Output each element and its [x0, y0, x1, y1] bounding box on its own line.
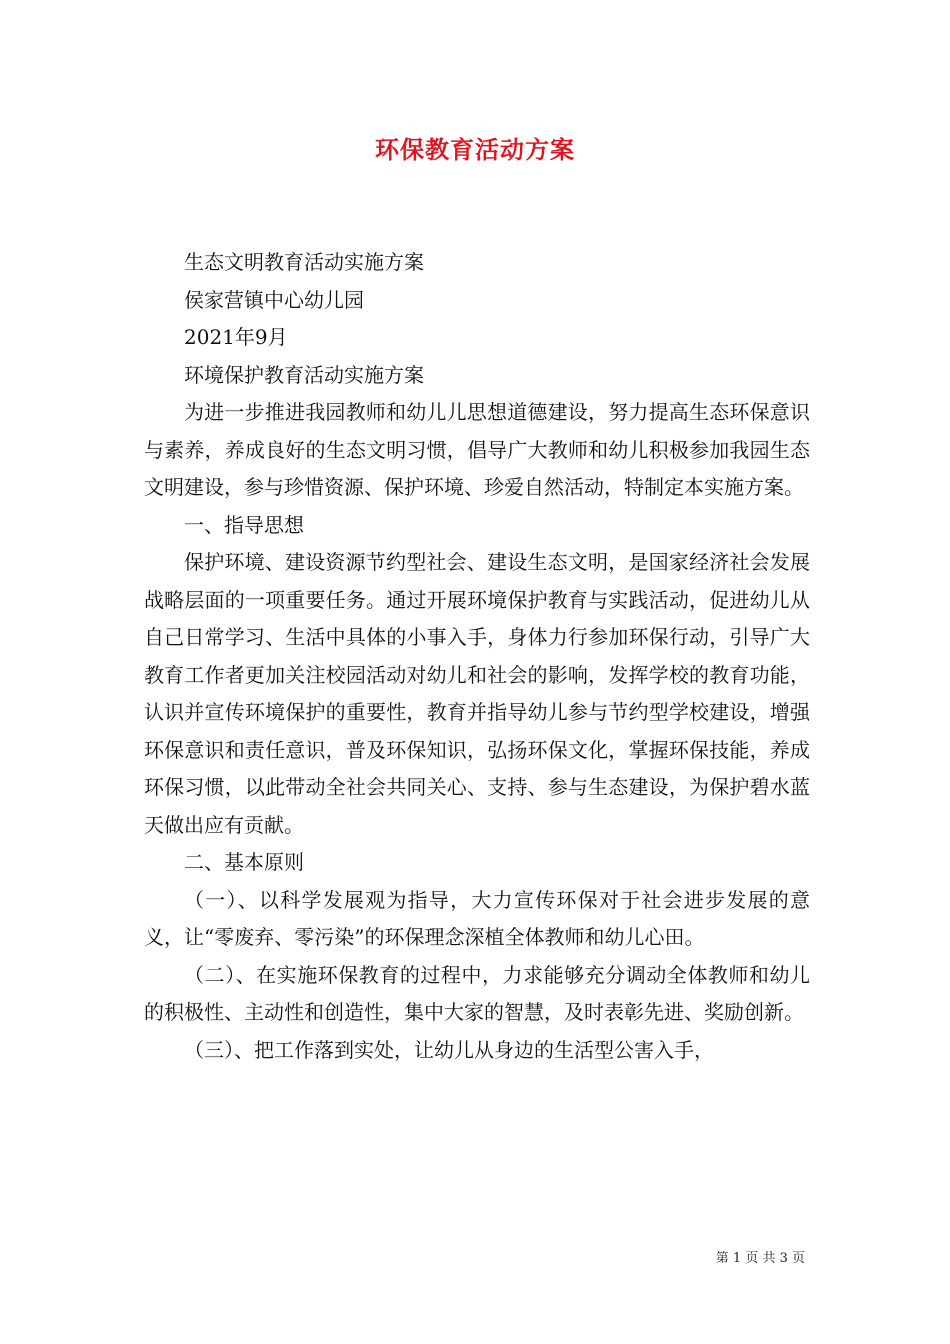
- paragraph-plan-name: 生态文明教育活动实施方案: [184, 250, 424, 274]
- paragraph-subtitle: 环境保护教育活动实施方案: [184, 362, 424, 387]
- document-body: [144, 244, 810, 1069]
- paragraph-organization: 侯家营镇中心幼儿园: [184, 287, 364, 312]
- paragraph-principle-1: （一）、以科学发展观为指导，大力宣传环保对于社会进步发展的意义，让“零废弃、零污染”的环保理念深植全体教师和幼儿心田。: [144, 887, 810, 949]
- section-heading-guiding-thought: 一、指导思想: [184, 512, 304, 537]
- paragraph-intro: 为进一步推进我园教师和幼儿儿思想道德建设，努力提高生态环保意识与素养，养成良好的生态文明习惯，倡导广大教师和幼儿积极参加我园生态文明建设，参与珍惜资源、保护环境、珍爱自然活动，特制定本实施方案。: [144, 400, 810, 499]
- section-heading-basic-principles: 二、基本原则: [184, 850, 304, 874]
- page-number-footer: 第 1 页 共 3 页: [715, 1251, 805, 1266]
- paragraph-principle-3: （三）、把工作落到实处，让幼儿从身边的生活型公害入手，: [184, 1037, 714, 1062]
- paragraph-date: 2021年9月: [184, 325, 288, 349]
- paragraph-principle-2: （二）、在实施环保教育的过程中，力求能够充分调动全体教师和幼儿的积极性、主动性和创造性，集中大家的智慧，及时表彰先进、奖励创新。: [144, 962, 810, 1024]
- paragraph-guiding-thought: 保护环境、建设资源节约型社会、建设生态文明，是国家经济社会发展战略层面的一项重要任务。通过开展环境保护教育与实践活动，促进幼儿从自己日常学习、生活中具体的小事入手，身体力行参加环保行动，引导广大教育工作者更加关注校园活动对幼儿和社会的影响，发挥学校的教育功能，认识并宣传环境保护的重要性，教育并指导幼儿参与节约型学校建设，增强环保意识和责任意识，普及环保知识，弘扬环保文化，掌握环保技能，养成环保习惯，以此带动全社会共同关心、支持、参与生态建设，为保护碧水蓝天做出应有贡献。: [144, 550, 810, 837]
- document-title: 环保教育活动方案: [375, 135, 575, 164]
